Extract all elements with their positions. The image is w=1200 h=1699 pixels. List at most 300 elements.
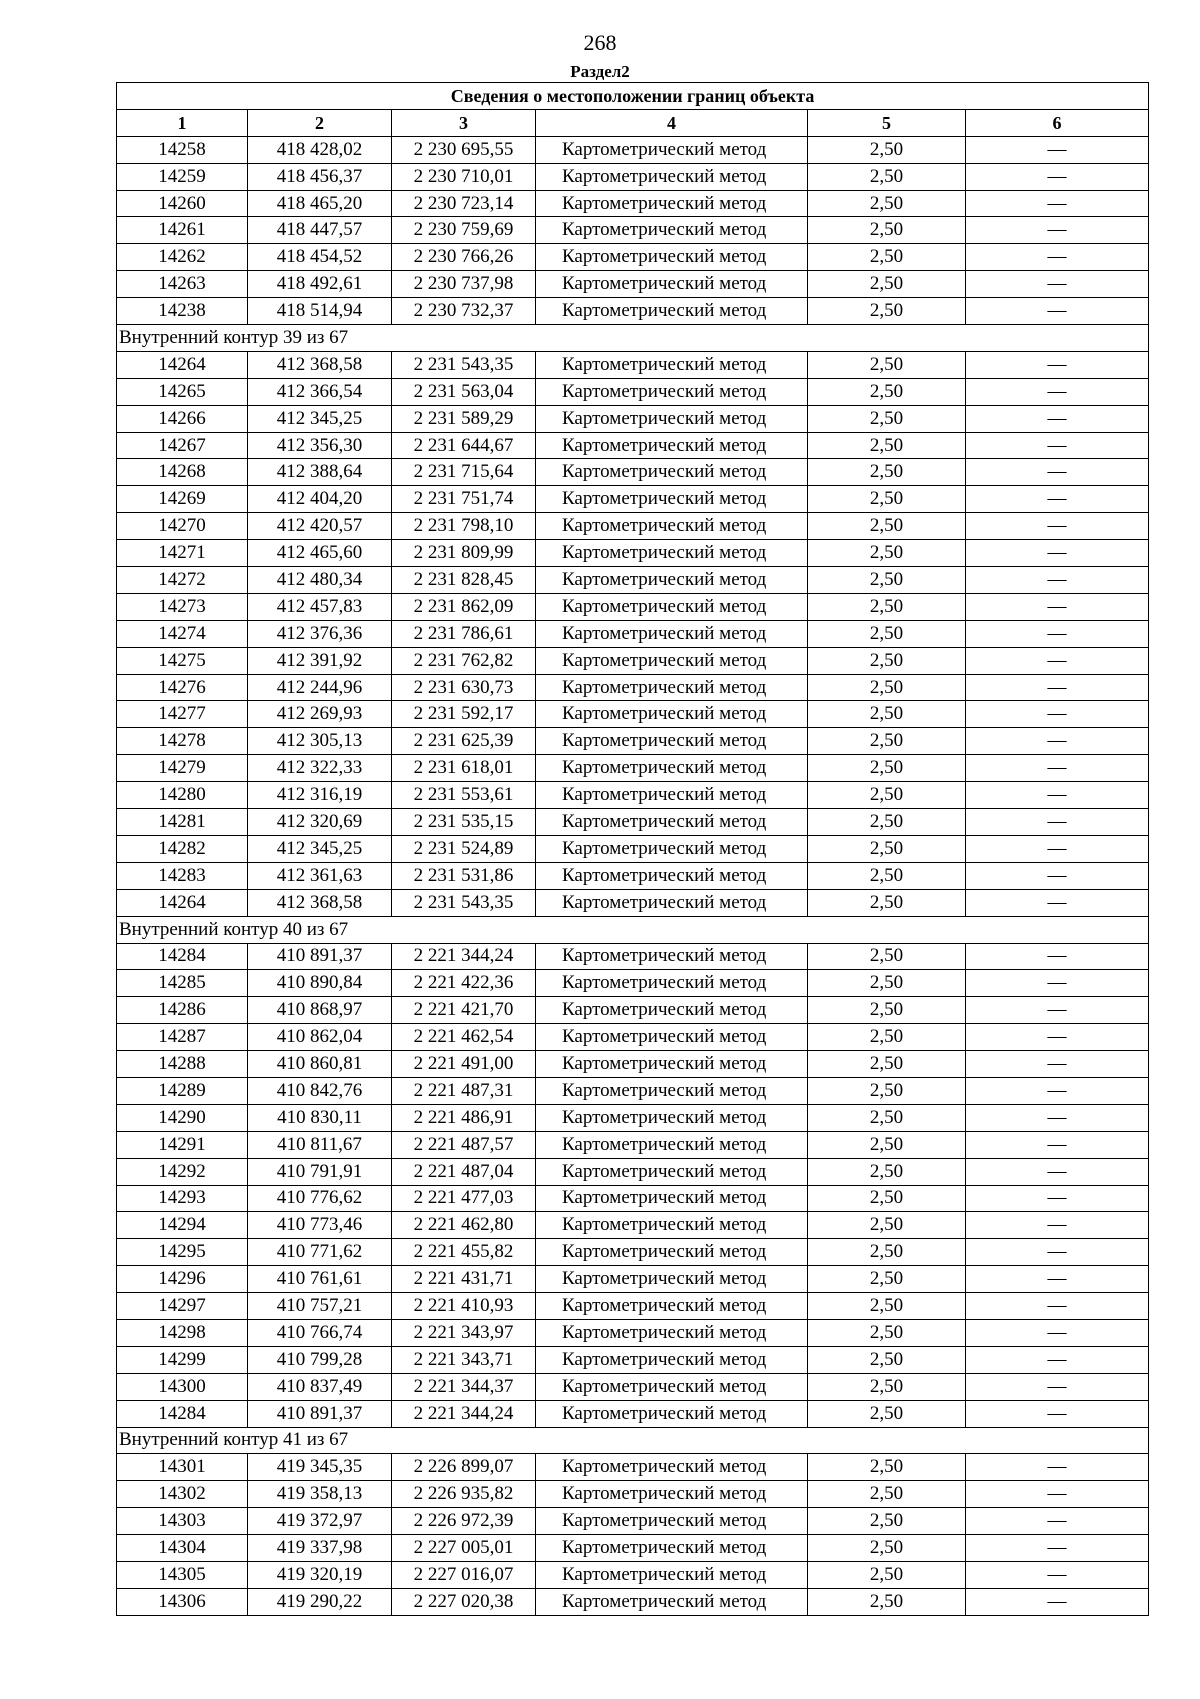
- description-cell: —: [966, 1104, 1149, 1131]
- point-number-cell: 14268: [117, 459, 248, 486]
- description-cell: —: [966, 567, 1149, 594]
- table-row: [117, 889, 1149, 916]
- method-cell: Картометрический метод: [536, 1212, 808, 1239]
- precision-cell: 2,50: [808, 647, 966, 674]
- y-coordinate-cell: 2 221 462,54: [392, 1024, 536, 1051]
- description-cell: —: [966, 378, 1149, 405]
- table-row: [117, 1588, 1149, 1615]
- point-number-cell: 14303: [117, 1508, 248, 1535]
- column-header: 5: [808, 109, 966, 136]
- x-coordinate-cell: 410 799,28: [248, 1346, 392, 1373]
- point-number-cell: 14271: [117, 540, 248, 567]
- point-number-cell: 14273: [117, 593, 248, 620]
- x-coordinate-cell: 412 345,25: [248, 835, 392, 862]
- precision-cell: 2,50: [808, 782, 966, 809]
- method-cell: Картометрический метод: [536, 889, 808, 916]
- table-row: [117, 459, 1149, 486]
- precision-cell: 2,50: [808, 1535, 966, 1562]
- method-cell: Картометрический метод: [536, 1535, 808, 1562]
- table-title: Сведения о местоположении границ объекта: [117, 83, 1149, 110]
- table-row: [117, 432, 1149, 459]
- description-cell: —: [966, 1239, 1149, 1266]
- description-cell: —: [966, 136, 1149, 163]
- table-row: [117, 405, 1149, 432]
- precision-cell: 2,50: [808, 674, 966, 701]
- description-cell: —: [966, 674, 1149, 701]
- x-coordinate-cell: 410 862,04: [248, 1024, 392, 1051]
- y-coordinate-cell: 2 230 723,14: [392, 190, 536, 217]
- method-cell: Картометрический метод: [536, 540, 808, 567]
- description-cell: —: [966, 513, 1149, 540]
- table-row: [117, 298, 1149, 325]
- x-coordinate-cell: 412 320,69: [248, 809, 392, 836]
- precision-cell: 2,50: [808, 163, 966, 190]
- method-cell: Картометрический метод: [536, 1131, 808, 1158]
- method-cell: Картометрический метод: [536, 1239, 808, 1266]
- x-coordinate-cell: 410 837,49: [248, 1373, 392, 1400]
- description-cell: —: [966, 1535, 1149, 1562]
- precision-cell: 2,50: [808, 701, 966, 728]
- description-cell: —: [966, 943, 1149, 970]
- method-cell: Картометрический метод: [536, 1293, 808, 1320]
- x-coordinate-cell: 410 891,37: [248, 943, 392, 970]
- table-row: [117, 862, 1149, 889]
- y-coordinate-cell: 2 231 625,39: [392, 728, 536, 755]
- y-coordinate-cell: 2 221 486,91: [392, 1104, 536, 1131]
- table-row: [117, 540, 1149, 567]
- table-row: [117, 1454, 1149, 1481]
- column-header: 6: [966, 109, 1149, 136]
- description-cell: —: [966, 1077, 1149, 1104]
- x-coordinate-cell: 412 305,13: [248, 728, 392, 755]
- point-number-cell: 14261: [117, 217, 248, 244]
- x-coordinate-cell: 418 456,37: [248, 163, 392, 190]
- description-cell: —: [966, 889, 1149, 916]
- description-cell: —: [966, 701, 1149, 728]
- description-cell: —: [966, 1346, 1149, 1373]
- y-coordinate-cell: 2 230 737,98: [392, 271, 536, 298]
- table-row: [117, 351, 1149, 378]
- description-cell: —: [966, 540, 1149, 567]
- description-cell: —: [966, 1561, 1149, 1588]
- table-row: [117, 271, 1149, 298]
- method-cell: Картометрический метод: [536, 1346, 808, 1373]
- x-coordinate-cell: 410 761,61: [248, 1266, 392, 1293]
- y-coordinate-cell: 2 231 630,73: [392, 674, 536, 701]
- x-coordinate-cell: 412 404,20: [248, 486, 392, 513]
- x-coordinate-cell: 419 320,19: [248, 1561, 392, 1588]
- method-cell: Картометрический метод: [536, 459, 808, 486]
- description-cell: —: [966, 1158, 1149, 1185]
- description-cell: —: [966, 405, 1149, 432]
- point-number-cell: 14286: [117, 997, 248, 1024]
- precision-cell: 2,50: [808, 1561, 966, 1588]
- table-row: [117, 809, 1149, 836]
- precision-cell: 2,50: [808, 593, 966, 620]
- x-coordinate-cell: 412 366,54: [248, 378, 392, 405]
- description-cell: —: [966, 620, 1149, 647]
- precision-cell: 2,50: [808, 405, 966, 432]
- x-coordinate-cell: 418 465,20: [248, 190, 392, 217]
- table-row: [117, 190, 1149, 217]
- description-cell: —: [966, 1588, 1149, 1615]
- method-cell: Картометрический метод: [536, 1319, 808, 1346]
- description-cell: —: [966, 1212, 1149, 1239]
- precision-cell: 2,50: [808, 567, 966, 594]
- table-row: [117, 163, 1149, 190]
- description-cell: —: [966, 432, 1149, 459]
- y-coordinate-cell: 2 221 487,04: [392, 1158, 536, 1185]
- precision-cell: 2,50: [808, 943, 966, 970]
- y-coordinate-cell: 2 226 972,39: [392, 1508, 536, 1535]
- y-coordinate-cell: 2 230 759,69: [392, 217, 536, 244]
- point-number-cell: 14264: [117, 351, 248, 378]
- description-cell: —: [966, 862, 1149, 889]
- y-coordinate-cell: 2 221 410,93: [392, 1293, 536, 1320]
- precision-cell: 2,50: [808, 459, 966, 486]
- y-coordinate-cell: 2 231 715,64: [392, 459, 536, 486]
- y-coordinate-cell: 2 230 732,37: [392, 298, 536, 325]
- y-coordinate-cell: 2 230 710,01: [392, 163, 536, 190]
- y-coordinate-cell: 2 231 535,15: [392, 809, 536, 836]
- x-coordinate-cell: 412 465,60: [248, 540, 392, 567]
- table-row: [117, 620, 1149, 647]
- table-row: [117, 1131, 1149, 1158]
- method-cell: Картометрический метод: [536, 809, 808, 836]
- precision-cell: 2,50: [808, 1024, 966, 1051]
- precision-cell: 2,50: [808, 1373, 966, 1400]
- x-coordinate-cell: 412 420,57: [248, 513, 392, 540]
- point-number-cell: 14290: [117, 1104, 248, 1131]
- precision-cell: 2,50: [808, 1104, 966, 1131]
- precision-cell: 2,50: [808, 728, 966, 755]
- point-number-cell: 14272: [117, 567, 248, 594]
- y-coordinate-cell: 2 221 477,03: [392, 1185, 536, 1212]
- table-row: [117, 1185, 1149, 1212]
- y-coordinate-cell: 2 231 553,61: [392, 782, 536, 809]
- point-number-cell: 14291: [117, 1131, 248, 1158]
- x-coordinate-cell: 410 773,46: [248, 1212, 392, 1239]
- precision-cell: 2,50: [808, 540, 966, 567]
- method-cell: Картометрический метод: [536, 190, 808, 217]
- point-number-cell: 14279: [117, 755, 248, 782]
- point-number-cell: 14267: [117, 432, 248, 459]
- table-row: [117, 1293, 1149, 1320]
- y-coordinate-cell: 2 231 543,35: [392, 889, 536, 916]
- point-number-cell: 14302: [117, 1481, 248, 1508]
- y-coordinate-cell: 2 221 344,24: [392, 1400, 536, 1427]
- y-coordinate-cell: 2 231 524,89: [392, 835, 536, 862]
- table-row: [117, 674, 1149, 701]
- y-coordinate-cell: 2 231 828,45: [392, 567, 536, 594]
- x-coordinate-cell: 412 480,34: [248, 567, 392, 594]
- description-cell: —: [966, 1508, 1149, 1535]
- y-coordinate-cell: 2 227 020,38: [392, 1588, 536, 1615]
- precision-cell: 2,50: [808, 513, 966, 540]
- point-number-cell: 14278: [117, 728, 248, 755]
- table-row: [117, 782, 1149, 809]
- point-number-cell: 14284: [117, 943, 248, 970]
- x-coordinate-cell: 412 316,19: [248, 782, 392, 809]
- table-row: [117, 1373, 1149, 1400]
- y-coordinate-cell: 2 231 762,82: [392, 647, 536, 674]
- method-cell: Картометрический метод: [536, 755, 808, 782]
- description-cell: —: [966, 244, 1149, 271]
- precision-cell: 2,50: [808, 862, 966, 889]
- table-row: [117, 1481, 1149, 1508]
- x-coordinate-cell: 410 890,84: [248, 970, 392, 997]
- contour-header-row: [117, 325, 1149, 352]
- x-coordinate-cell: 412 244,96: [248, 674, 392, 701]
- point-number-cell: 14266: [117, 405, 248, 432]
- method-cell: Картометрический метод: [536, 728, 808, 755]
- x-coordinate-cell: 412 269,93: [248, 701, 392, 728]
- precision-cell: 2,50: [808, 620, 966, 647]
- method-cell: Картометрический метод: [536, 1588, 808, 1615]
- table-row: [117, 647, 1149, 674]
- x-coordinate-cell: 418 447,57: [248, 217, 392, 244]
- contour-label: Внутренний контур 41 из 67: [117, 1427, 1149, 1454]
- precision-cell: 2,50: [808, 190, 966, 217]
- precision-cell: 2,50: [808, 809, 966, 836]
- description-cell: —: [966, 1266, 1149, 1293]
- x-coordinate-cell: 412 376,36: [248, 620, 392, 647]
- contour-header-row: [117, 1427, 1149, 1454]
- point-number-cell: 14306: [117, 1588, 248, 1615]
- x-coordinate-cell: 412 356,30: [248, 432, 392, 459]
- precision-cell: 2,50: [808, 997, 966, 1024]
- x-coordinate-cell: 412 457,83: [248, 593, 392, 620]
- method-cell: Картометрический метод: [536, 970, 808, 997]
- y-coordinate-cell: 2 221 343,71: [392, 1346, 536, 1373]
- method-cell: Картометрический метод: [536, 271, 808, 298]
- y-coordinate-cell: 2 230 695,55: [392, 136, 536, 163]
- precision-cell: 2,50: [808, 271, 966, 298]
- table-row: [117, 1561, 1149, 1588]
- description-cell: —: [966, 1131, 1149, 1158]
- method-cell: Картометрический метод: [536, 1561, 808, 1588]
- y-coordinate-cell: 2 221 487,57: [392, 1131, 536, 1158]
- point-number-cell: 14299: [117, 1346, 248, 1373]
- precision-cell: 2,50: [808, 351, 966, 378]
- table-row: [117, 1051, 1149, 1078]
- method-cell: Картометрический метод: [536, 1266, 808, 1293]
- table-row: [117, 1212, 1149, 1239]
- precision-cell: 2,50: [808, 1185, 966, 1212]
- x-coordinate-cell: 418 514,94: [248, 298, 392, 325]
- x-coordinate-cell: 412 368,58: [248, 889, 392, 916]
- x-coordinate-cell: 410 842,76: [248, 1077, 392, 1104]
- precision-cell: 2,50: [808, 1319, 966, 1346]
- point-number-cell: 14269: [117, 486, 248, 513]
- table-row: [117, 1266, 1149, 1293]
- precision-cell: 2,50: [808, 889, 966, 916]
- method-cell: Картометрический метод: [536, 136, 808, 163]
- method-cell: Картометрический метод: [536, 782, 808, 809]
- precision-cell: 2,50: [808, 298, 966, 325]
- description-cell: —: [966, 351, 1149, 378]
- table-row: [117, 1104, 1149, 1131]
- y-coordinate-cell: 2 231 531,86: [392, 862, 536, 889]
- method-cell: Картометрический метод: [536, 217, 808, 244]
- precision-cell: 2,50: [808, 1077, 966, 1104]
- table-row: [117, 486, 1149, 513]
- description-cell: —: [966, 163, 1149, 190]
- y-coordinate-cell: 2 231 809,99: [392, 540, 536, 567]
- boundary-table: [116, 82, 1149, 1616]
- method-cell: Картометрический метод: [536, 701, 808, 728]
- x-coordinate-cell: 410 891,37: [248, 1400, 392, 1427]
- y-coordinate-cell: 2 231 798,10: [392, 513, 536, 540]
- method-cell: Картометрический метод: [536, 647, 808, 674]
- method-cell: Картометрический метод: [536, 567, 808, 594]
- x-coordinate-cell: 418 428,02: [248, 136, 392, 163]
- y-coordinate-cell: 2 226 935,82: [392, 1481, 536, 1508]
- table-row: [117, 701, 1149, 728]
- method-cell: Картометрический метод: [536, 1400, 808, 1427]
- table-row: [117, 1024, 1149, 1051]
- description-cell: —: [966, 835, 1149, 862]
- method-cell: Картометрический метод: [536, 405, 808, 432]
- table-row: [117, 835, 1149, 862]
- y-coordinate-cell: 2 231 786,61: [392, 620, 536, 647]
- description-cell: —: [966, 728, 1149, 755]
- description-cell: —: [966, 1024, 1149, 1051]
- precision-cell: 2,50: [808, 1481, 966, 1508]
- precision-cell: 2,50: [808, 1212, 966, 1239]
- table-row: [117, 1535, 1149, 1562]
- method-cell: Картометрический метод: [536, 674, 808, 701]
- point-number-cell: 14264: [117, 889, 248, 916]
- description-cell: —: [966, 809, 1149, 836]
- y-coordinate-cell: 2 227 005,01: [392, 1535, 536, 1562]
- x-coordinate-cell: 410 868,97: [248, 997, 392, 1024]
- point-number-cell: 14285: [117, 970, 248, 997]
- section-label: Раздел2: [570, 62, 630, 81]
- point-number-cell: 14263: [117, 271, 248, 298]
- x-coordinate-cell: 410 830,11: [248, 1104, 392, 1131]
- point-number-cell: 14276: [117, 674, 248, 701]
- point-number-cell: 14282: [117, 835, 248, 862]
- precision-cell: 2,50: [808, 1158, 966, 1185]
- precision-cell: 2,50: [808, 1588, 966, 1615]
- point-number-cell: 14295: [117, 1239, 248, 1266]
- description-cell: —: [966, 755, 1149, 782]
- x-coordinate-cell: 418 492,61: [248, 271, 392, 298]
- x-coordinate-cell: 410 757,21: [248, 1293, 392, 1320]
- y-coordinate-cell: 2 221 344,24: [392, 943, 536, 970]
- y-coordinate-cell: 2 231 618,01: [392, 755, 536, 782]
- x-coordinate-cell: 418 454,52: [248, 244, 392, 271]
- table-row: [117, 755, 1149, 782]
- x-coordinate-cell: 410 766,74: [248, 1319, 392, 1346]
- point-number-cell: 14260: [117, 190, 248, 217]
- point-number-cell: 14289: [117, 1077, 248, 1104]
- method-cell: Картометрический метод: [536, 244, 808, 271]
- point-number-cell: 14277: [117, 701, 248, 728]
- column-header: 1: [117, 109, 248, 136]
- y-coordinate-cell: 2 231 751,74: [392, 486, 536, 513]
- x-coordinate-cell: 419 372,97: [248, 1508, 392, 1535]
- precision-cell: 2,50: [808, 244, 966, 271]
- column-header: 3: [392, 109, 536, 136]
- precision-cell: 2,50: [808, 432, 966, 459]
- description-cell: —: [966, 1293, 1149, 1320]
- precision-cell: 2,50: [808, 486, 966, 513]
- y-coordinate-cell: 2 231 589,29: [392, 405, 536, 432]
- y-coordinate-cell: 2 231 563,04: [392, 378, 536, 405]
- column-header: 4: [536, 109, 808, 136]
- precision-cell: 2,50: [808, 1454, 966, 1481]
- method-cell: Картометрический метод: [536, 298, 808, 325]
- table-row: [117, 1239, 1149, 1266]
- table-row: [117, 1400, 1149, 1427]
- x-coordinate-cell: 419 337,98: [248, 1535, 392, 1562]
- point-number-cell: 14297: [117, 1293, 248, 1320]
- point-number-cell: 14281: [117, 809, 248, 836]
- x-coordinate-cell: 419 345,35: [248, 1454, 392, 1481]
- description-cell: —: [966, 1481, 1149, 1508]
- contour-label: Внутренний контур 40 из 67: [117, 916, 1149, 943]
- point-number-cell: 14283: [117, 862, 248, 889]
- point-number-cell: 14280: [117, 782, 248, 809]
- y-coordinate-cell: 2 226 899,07: [392, 1454, 536, 1481]
- y-coordinate-cell: 2 221 455,82: [392, 1239, 536, 1266]
- page-number: 268: [583, 30, 617, 55]
- table-row: [117, 513, 1149, 540]
- y-coordinate-cell: 2 221 421,70: [392, 997, 536, 1024]
- description-cell: —: [966, 647, 1149, 674]
- precision-cell: 2,50: [808, 1239, 966, 1266]
- table-row: [117, 567, 1149, 594]
- method-cell: Картометрический метод: [536, 163, 808, 190]
- description-cell: —: [966, 1185, 1149, 1212]
- method-cell: Картометрический метод: [536, 593, 808, 620]
- method-cell: Картометрический метод: [536, 862, 808, 889]
- x-coordinate-cell: 410 860,81: [248, 1051, 392, 1078]
- x-coordinate-cell: 412 322,33: [248, 755, 392, 782]
- description-cell: —: [966, 486, 1149, 513]
- table-row: [117, 1319, 1149, 1346]
- description-cell: —: [966, 298, 1149, 325]
- y-coordinate-cell: 2 231 592,17: [392, 701, 536, 728]
- precision-cell: 2,50: [808, 217, 966, 244]
- x-coordinate-cell: 412 368,58: [248, 351, 392, 378]
- y-coordinate-cell: 2 221 344,37: [392, 1373, 536, 1400]
- y-coordinate-cell: 2 221 431,71: [392, 1266, 536, 1293]
- point-number-cell: 14238: [117, 298, 248, 325]
- point-number-cell: 14288: [117, 1051, 248, 1078]
- contour-header-row: [117, 916, 1149, 943]
- table-row: [117, 728, 1149, 755]
- point-number-cell: 14284: [117, 1400, 248, 1427]
- table-row: [117, 1508, 1149, 1535]
- point-number-cell: 14275: [117, 647, 248, 674]
- point-number-cell: 14262: [117, 244, 248, 271]
- description-cell: —: [966, 190, 1149, 217]
- table-row: [117, 136, 1149, 163]
- method-cell: Картометрический метод: [536, 997, 808, 1024]
- point-number-cell: 14304: [117, 1535, 248, 1562]
- point-number-cell: 14265: [117, 378, 248, 405]
- y-coordinate-cell: 2 231 862,09: [392, 593, 536, 620]
- precision-cell: 2,50: [808, 1131, 966, 1158]
- table-body: [117, 136, 1149, 1615]
- precision-cell: 2,50: [808, 1051, 966, 1078]
- description-cell: —: [966, 970, 1149, 997]
- precision-cell: 2,50: [808, 1266, 966, 1293]
- precision-cell: 2,50: [808, 1400, 966, 1427]
